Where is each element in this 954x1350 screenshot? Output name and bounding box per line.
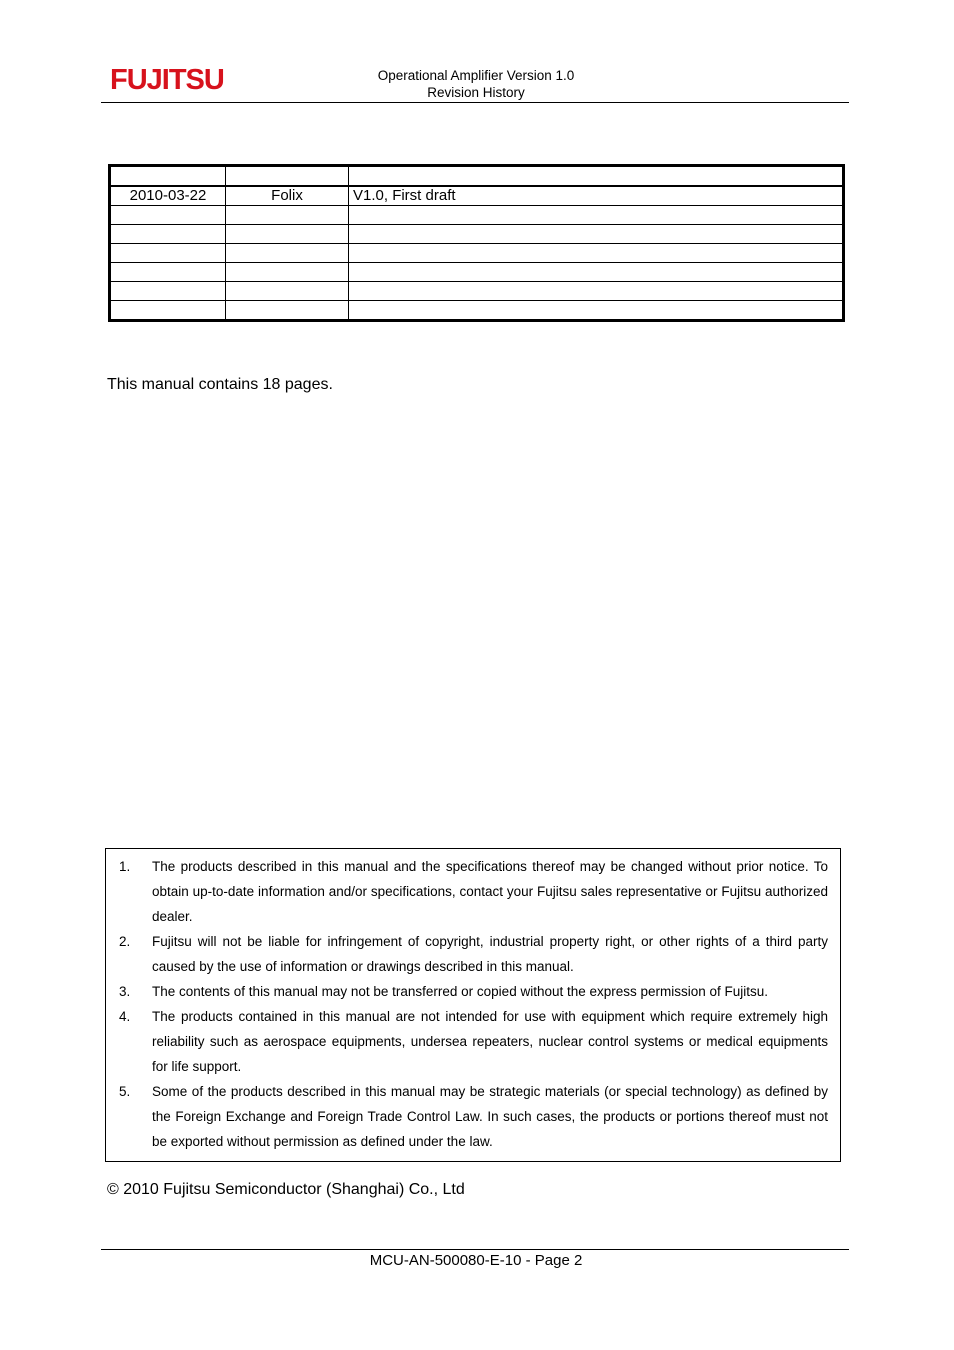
table-cell bbox=[110, 166, 226, 187]
notice-item bbox=[119, 1004, 828, 1079]
table-row bbox=[110, 263, 844, 282]
table-cell: Folix bbox=[226, 186, 349, 206]
notice-item-number: 4. bbox=[119, 1009, 131, 1024]
notice-item bbox=[119, 979, 828, 1004]
notice-item-number: 2. bbox=[119, 934, 131, 949]
notice-item-text: The products described in this manual and the specifications thereof may be changed without prior notice. To obtain up-to-date information and/or specifications, contact your Fujitsu sales representative or Fujitsu authorized dealer. bbox=[152, 859, 828, 924]
notice-item bbox=[119, 854, 828, 929]
table-cell bbox=[349, 263, 844, 282]
footer-rule bbox=[101, 1249, 849, 1250]
notice-item-text: Fujitsu will not be liable for infringement of copyright, industrial property right, or other rights of a third party caused by the use of information or drawings described in this manual. bbox=[152, 934, 828, 974]
notice-item-number: 5. bbox=[119, 1084, 131, 1099]
table-cell bbox=[349, 244, 844, 263]
notice-item-text: Some of the products described in this manual may be strategic materials (or special technology) as defined by the Foreign Exchange and Foreign Trade Control Law. In such cases, the products or portions thereof must not be exported without permission as defined under the law. bbox=[152, 1084, 828, 1149]
table-cell bbox=[226, 244, 349, 263]
notice-box bbox=[105, 848, 841, 1162]
table-cell bbox=[349, 166, 844, 187]
table-cell bbox=[110, 263, 226, 282]
table-cell: 2010-03-22 bbox=[110, 186, 226, 206]
notice-item-number: 3. bbox=[119, 984, 131, 999]
notice-list bbox=[106, 849, 840, 1154]
table-cell bbox=[226, 282, 349, 301]
table-cell bbox=[226, 301, 349, 321]
notice-item bbox=[119, 929, 828, 979]
table-cell bbox=[110, 225, 226, 244]
table-cell bbox=[110, 301, 226, 321]
notice-item-text: The products contained in this manual are not intended for use with equipment which require extremely high reliability such as aerospace equipments, undersea repeaters, nuclear control systems or medical equipments for life support. bbox=[152, 1009, 828, 1074]
table-cell bbox=[226, 166, 349, 187]
page-count-text: This manual contains 18 pages. bbox=[107, 376, 333, 393]
table-row bbox=[110, 282, 844, 301]
notice-item-number: 1. bbox=[119, 859, 131, 874]
table-cell bbox=[349, 225, 844, 244]
table-cell bbox=[110, 206, 226, 225]
notice-item-text: The contents of this manual may not be transferred or copied without the express permission of Fujitsu. bbox=[152, 984, 769, 999]
table-row bbox=[110, 225, 844, 244]
table-row bbox=[110, 206, 844, 225]
revision-history-table bbox=[108, 164, 845, 322]
table-cell bbox=[110, 244, 226, 263]
footer-page-label: MCU-AN-500080-E-10 - Page 2 bbox=[369, 1252, 583, 1269]
page-header bbox=[300, 67, 652, 101]
table-cell bbox=[110, 282, 226, 301]
table-cell bbox=[349, 282, 844, 301]
header-rule bbox=[101, 102, 849, 103]
table-cell bbox=[226, 225, 349, 244]
notice-item bbox=[119, 1079, 828, 1154]
table-row bbox=[110, 186, 844, 206]
table-row bbox=[110, 166, 844, 187]
table-cell bbox=[226, 263, 349, 282]
fujitsu-logo: FUJITSU bbox=[110, 64, 224, 96]
table-cell: V1.0, First draft bbox=[349, 186, 844, 206]
table-row bbox=[110, 301, 844, 321]
table-row bbox=[110, 244, 844, 263]
table-cell bbox=[226, 206, 349, 225]
table-cell bbox=[349, 301, 844, 321]
document-subtitle: Revision History bbox=[427, 85, 525, 100]
copyright-text: © 2010 Fujitsu Semiconductor (Shanghai) Co., Ltd bbox=[107, 1181, 465, 1198]
document-title: Operational Amplifier Version 1.0 bbox=[377, 68, 575, 83]
table-cell bbox=[349, 206, 844, 225]
